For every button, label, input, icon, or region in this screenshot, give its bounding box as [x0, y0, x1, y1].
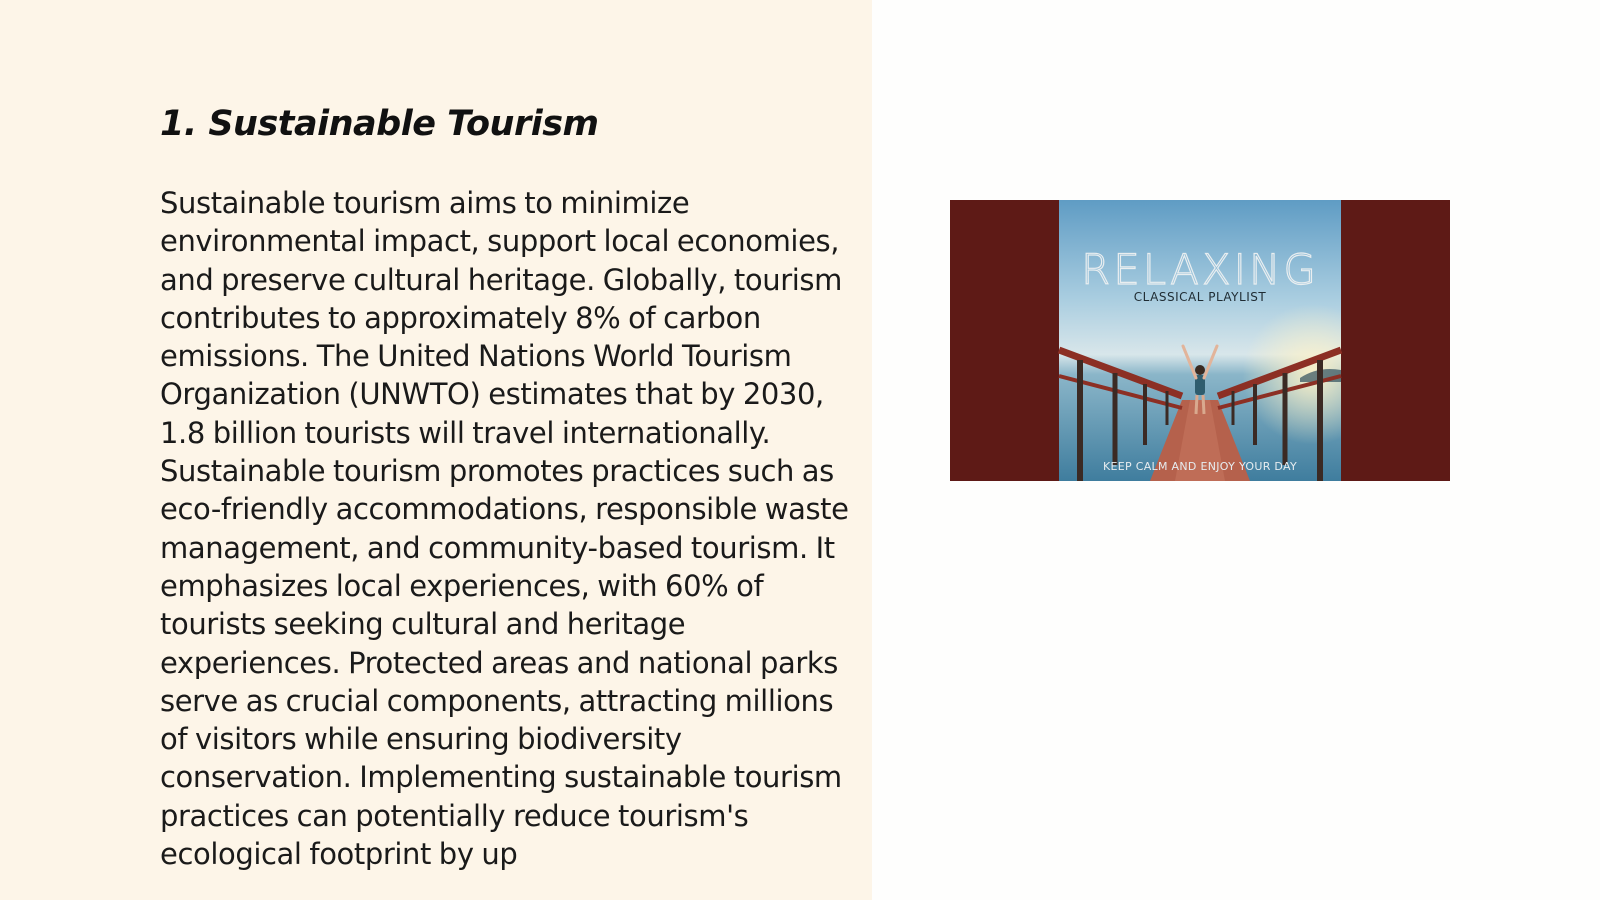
thumbnail-photo: [1059, 200, 1341, 481]
thumbnail-artwork: [950, 200, 1450, 481]
thumbnail-tagline: KEEP CALM AND ENJOY YOUR DAY: [1102, 460, 1298, 473]
thumbnail-title: RELAXING: [1081, 245, 1319, 294]
slide-body-text: Sustainable tourism aims to minimize environmental impact, support local economies, and preserve cultural heritage. Globally, tourism contributes to approximately 8% of carbon emissions. The United Nations World Tourism Organization (UNWTO) estimates that by 2030, 1.8 billion tourists will travel internationally. Sustainable tourism promotes practices such as eco-friendly accommodations, responsible waste management, and community-based tourism. It emphasizes local experiences, with 60% of tourists seeking cultural and heritage experiences. Protected areas and national parks serve as crucial components, attracting millions of visitors while ensuring biodiversity conservation. Implementing sustainable tourism practices can potentially reduce tourism's ecological footprint by up: [160, 186, 849, 872]
thumbnail-subtitle: CLASSICAL PLAYLIST: [1133, 290, 1267, 304]
slide-heading: 1. Sustainable Tourism: [160, 104, 599, 144]
playlist-thumbnail[interactable]: [950, 200, 1450, 481]
